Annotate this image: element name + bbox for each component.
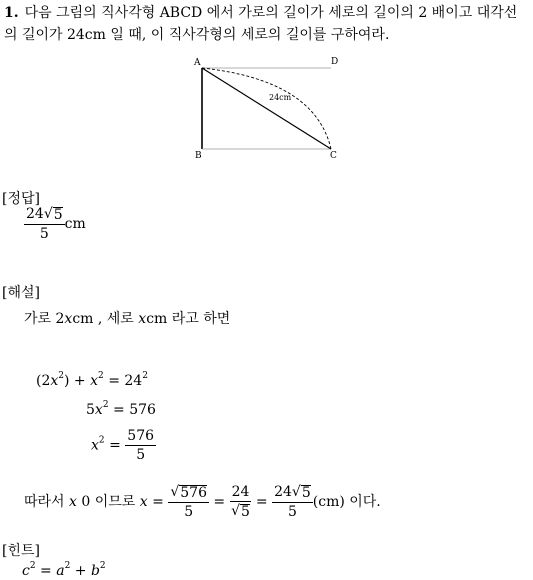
problem-text: 다음 그림의 직사각형 ABCD 에서 가로의 길이가 세로의 길이의 2 배이고 대각선의 길이가 24cm 일 때, 이 직사각형의 세로의 길이를 구하여라. <box>4 5 518 43</box>
eq3-numerator: 576 <box>127 428 155 444</box>
conclusion-prefix: 따라서 <box>24 494 65 510</box>
intro-part-1: 가로 2 <box>24 311 65 327</box>
vertex-b: B <box>195 151 202 161</box>
vertex-a: A <box>194 58 201 68</box>
frac-sqrt576-over-5: √ 576 5 <box>170 484 207 520</box>
equation-1: $(2x^2) + x^2 = 24^2$ <box>36 371 148 389</box>
hint-formula: $c^2 = a^2 + b^2$ <box>22 561 106 579</box>
rectangle-figure <box>180 52 350 164</box>
vertex-c: C <box>330 151 337 161</box>
answer-coef: 24 <box>26 206 44 222</box>
conclusion-line: 따라서 x 0 이므로 x = √ 576 5 = 24 √ 5 = 24 √ 5 5 (cm) 이다. <box>24 484 381 520</box>
conclusion-mid: 0 이므로 <box>81 494 136 510</box>
intro-part-3: cm 라고 하면 <box>146 311 231 327</box>
equation-2: $5x^2 = 576$ <box>86 400 156 418</box>
answer-fraction: 24 √ 5 5 <box>26 206 63 242</box>
answer-value <box>24 206 86 242</box>
intro-var-1: x <box>64 311 73 327</box>
answer-header: [정답] <box>2 191 40 207</box>
problem-statement <box>4 2 530 46</box>
diagonal-ac <box>202 68 331 149</box>
explanation-header: [해설] <box>2 285 40 301</box>
answer-denominator: 5 <box>39 226 49 242</box>
problem-number: 1. <box>4 5 19 21</box>
conclusion-suffix: (cm) 이다. <box>312 494 381 510</box>
answer-unit: cm <box>64 216 86 232</box>
frac-24sqrt5-over-5: 24 √ 5 5 <box>274 484 311 520</box>
vertex-d: D <box>331 57 339 67</box>
eq3-denominator: 5 <box>136 447 146 463</box>
intro-part-2: cm , 세로 <box>72 311 139 327</box>
intro-var-2: x <box>138 311 147 327</box>
explanation-intro <box>24 308 230 328</box>
eq3-fraction <box>125 428 156 463</box>
conclusion-var: x <box>69 494 77 510</box>
frac-24-over-sqrt5: 24 √ 5 <box>231 484 250 520</box>
answer-radicand: 5 <box>53 207 63 223</box>
diagonal-length-label: 24cm <box>269 93 292 102</box>
hint-header: [힌트] <box>2 543 40 559</box>
equation-3: $x^2$ = $\frac{576}{5}$ <box>91 428 155 463</box>
